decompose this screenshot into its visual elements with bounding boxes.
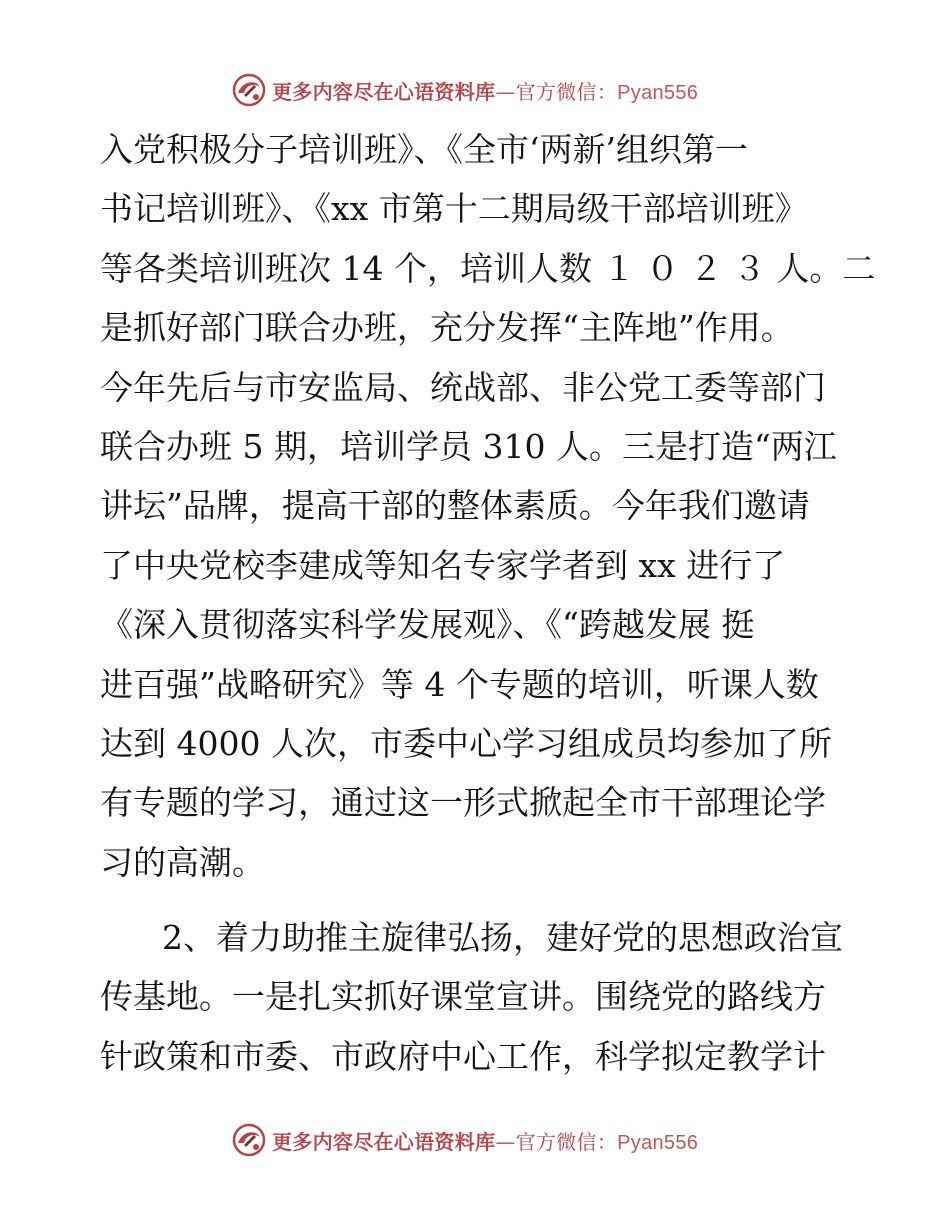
watermark-label: 更多内容尽在心语资料库 xyxy=(272,1129,496,1154)
watermark-label: 更多内容尽在心语资料库 xyxy=(272,79,496,104)
text-line: 《深入贯彻落实科学发展观》、《“跨越发展 挺 xyxy=(100,605,755,645)
watermark-official: 官方微信： xyxy=(515,79,618,104)
watermark-logo-icon xyxy=(232,1123,266,1157)
text-line: 讲坛”品牌，提高干部的整体素质。今年我们邀请 xyxy=(100,486,810,526)
paragraph xyxy=(100,120,876,892)
text-line: 有专题的学习，通过这一形式掀起全市干部理论学 xyxy=(100,783,826,823)
text-line: 书记培训班》、《xx 市第十二期局级干部培训班》 xyxy=(100,189,808,229)
watermark-id: Pyan556 xyxy=(617,1131,699,1154)
text-line: 针政策和市委、市政府中心工作，科学拟定教学计 xyxy=(100,1036,826,1076)
watermark-id: Pyan556 xyxy=(617,81,699,104)
document-body xyxy=(100,120,876,1086)
watermark-text xyxy=(272,1126,698,1155)
watermark-logo-icon xyxy=(232,73,266,107)
footer-watermark xyxy=(232,1122,698,1158)
text-line: 了中央党校李建成等知名专家学者到 xx 进行了 xyxy=(100,545,786,585)
watermark-text xyxy=(272,76,698,105)
text-line: 进百强”战略研究》等 4 个专题的培训，听课人数 xyxy=(100,664,819,704)
watermark-official: 官方微信： xyxy=(515,1129,618,1154)
text-line: 传基地。一是扎实抓好课堂宣讲。围绕党的路线方 xyxy=(100,977,826,1017)
header-watermark xyxy=(232,72,698,108)
text-line: 联合办班 5 期，培训学员 310 人。三是打造“两江 xyxy=(100,426,837,466)
text-line: 是抓好部门联合办班，充分发挥“主阵地”作用。 xyxy=(100,308,794,348)
text-line: 等各类培训班次 14 个，培训人数 １ ０ ２ ３ 人。二 xyxy=(100,248,876,288)
text-line: 2、着力助推主旋律弘扬，建好党的思想政治宣 xyxy=(162,918,843,958)
text-line: 入党积极分子培训班》、《全市‘两新’组织第一 xyxy=(100,130,748,169)
watermark-dash: — xyxy=(495,79,516,104)
text-line: 今年先后与市安监局、统战部、非公党工委等部门 xyxy=(100,367,826,407)
watermark-dash: — xyxy=(495,1129,516,1154)
text-line: 达到 4000 人次，市委中心学习组成员均参加了所 xyxy=(100,723,832,763)
text-line: 习的高潮。 xyxy=(100,842,265,882)
paragraph xyxy=(100,908,860,1086)
